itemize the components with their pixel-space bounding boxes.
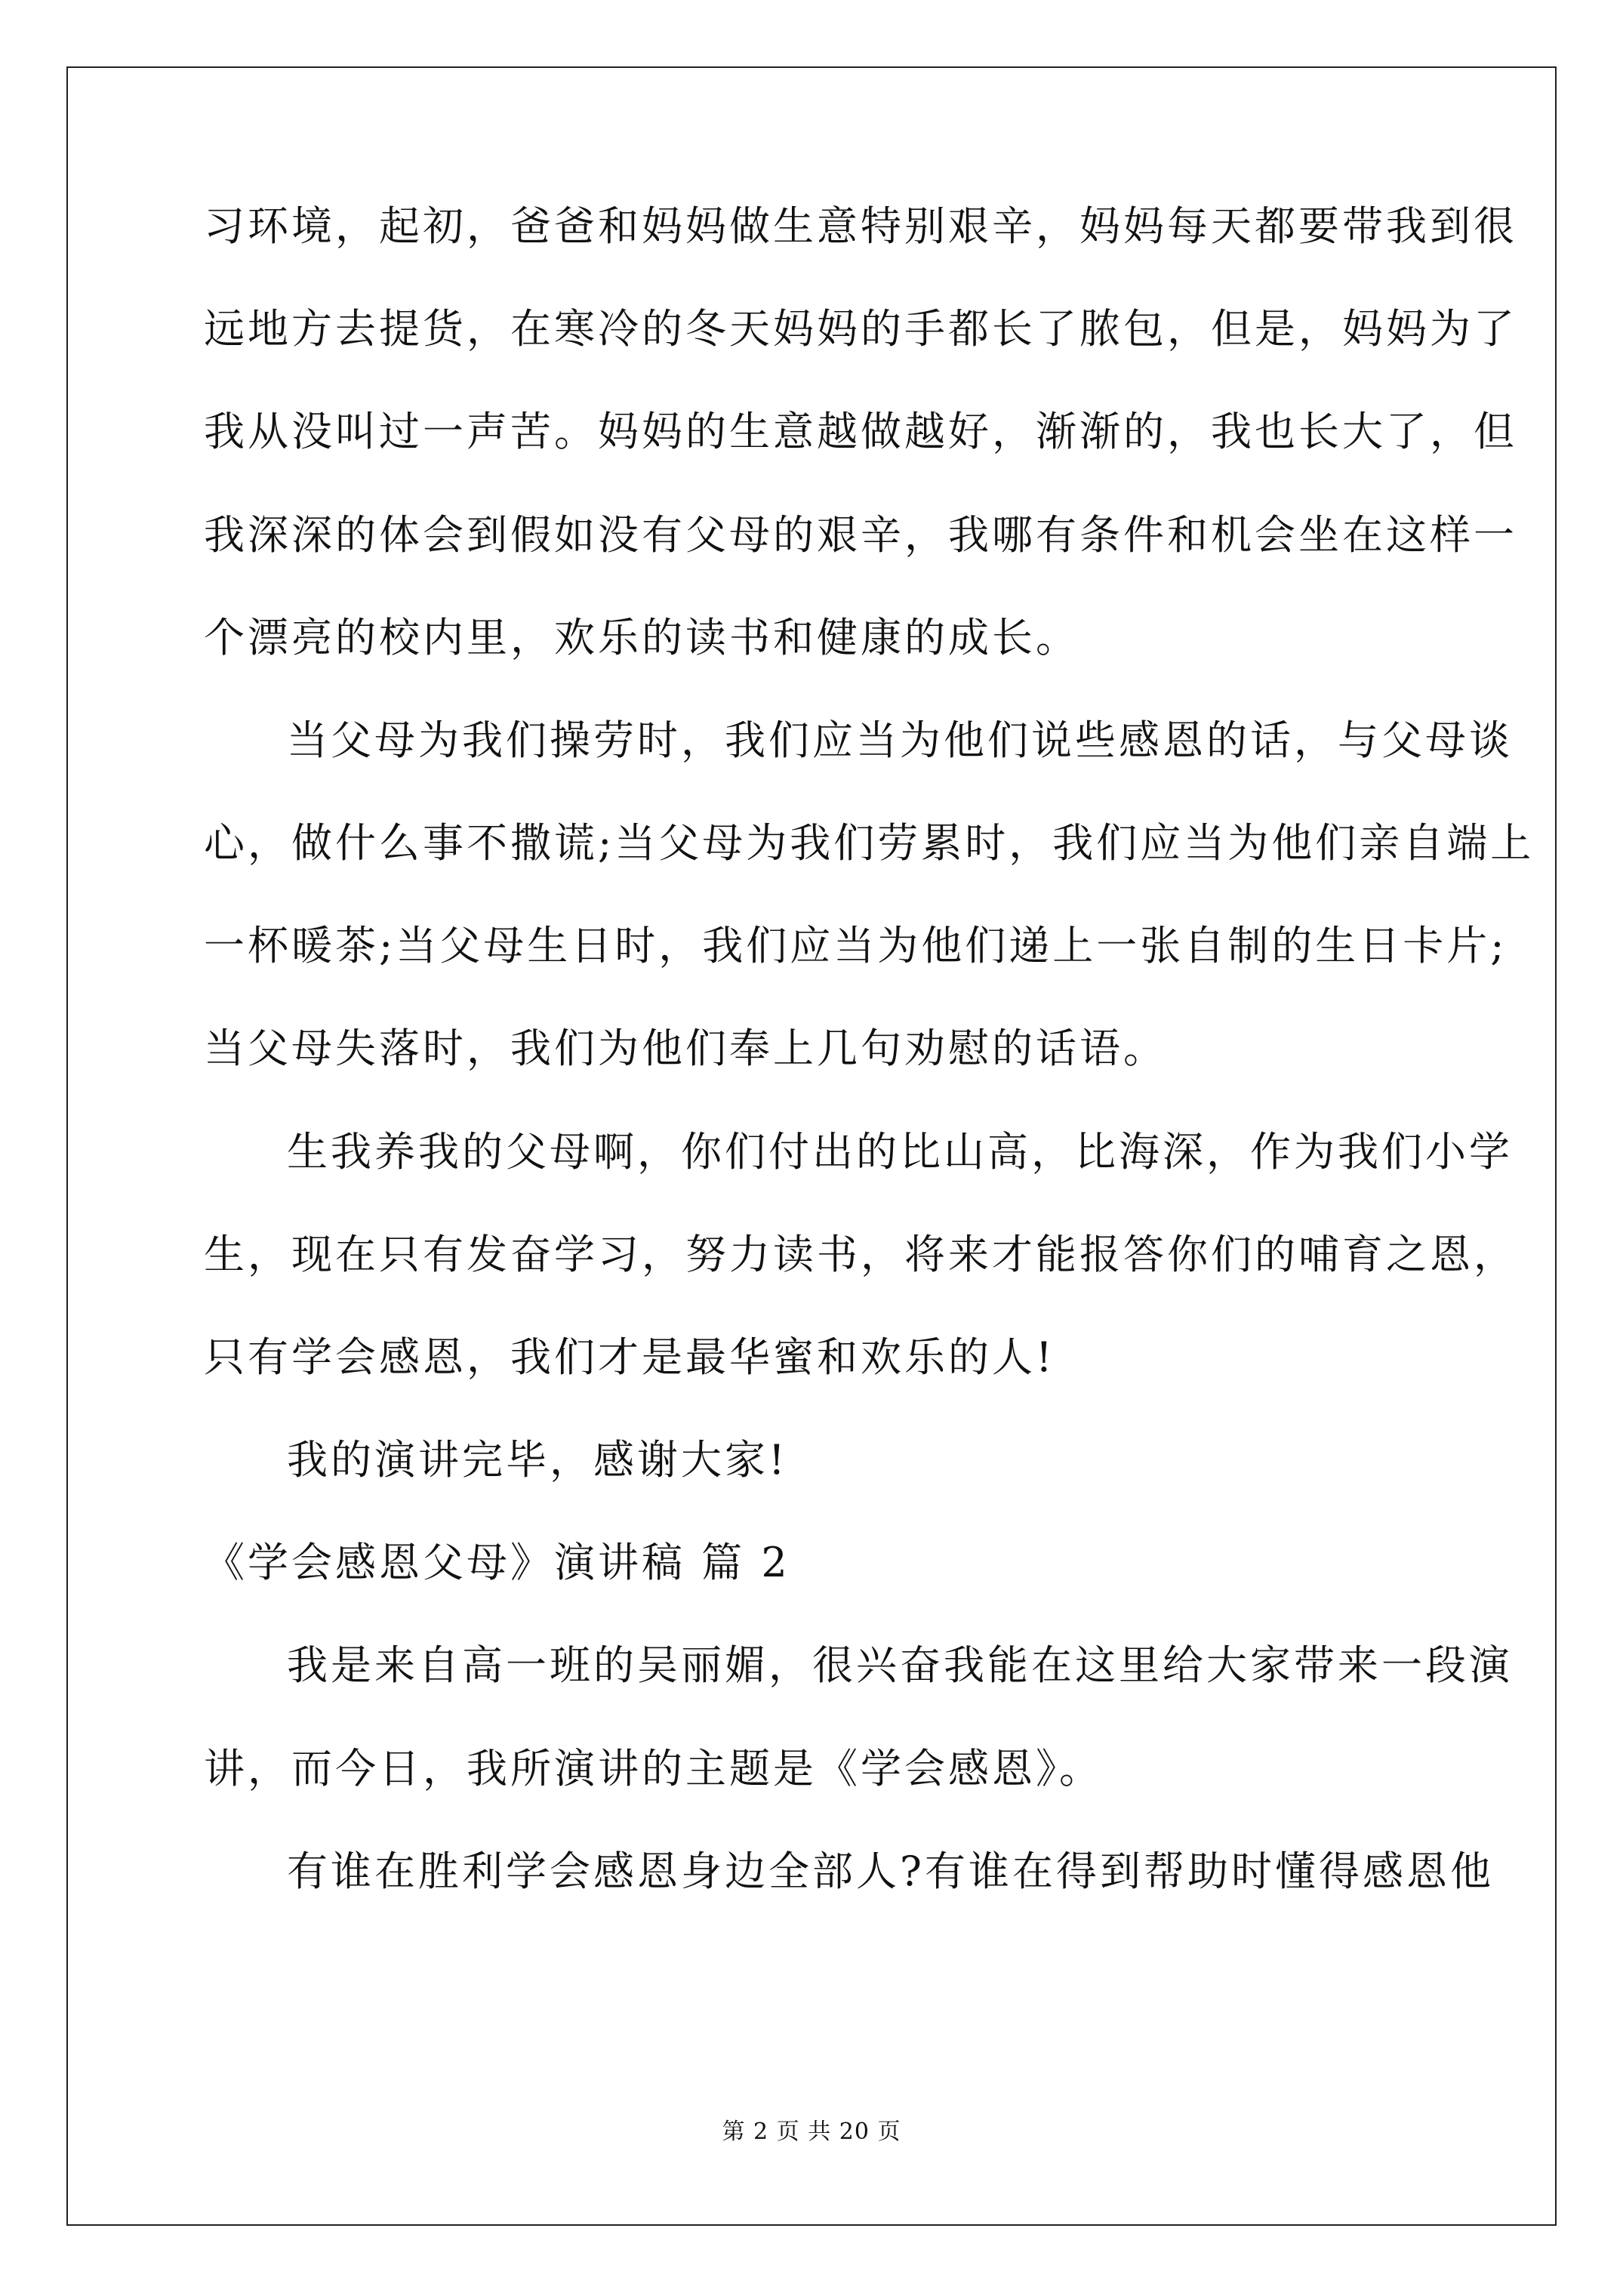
text-line: 只有学会感恩，我们才是最华蜜和欢乐的人!	[204, 1333, 1055, 1381]
text-line: 生，现在只有发奋学习，努力读书，将来才能报答你们的哺育之恩，	[204, 1231, 1517, 1278]
text-line: 个漂亮的校内里，欢乐的读书和健康的成长。	[204, 614, 1079, 661]
page-number-footer: 第 2 页 共 20 页	[722, 2119, 901, 2145]
paragraph-start-line: 生我养我的父母啊，你们付出的比山高，比海深，作为我们小学	[287, 1128, 1513, 1176]
paragraph-start-line: 我的演讲完毕，感谢大家!	[287, 1436, 788, 1484]
paragraph-start-line: 当父母为我们操劳时，我们应当为他们说些感恩的话，与父母谈	[287, 717, 1513, 764]
text-line: 远地方去提货，在寒冷的冬天妈妈的手都长了脓包，但是，妈妈为了	[204, 305, 1517, 353]
text-line: 一杯暖茶;当父母生日时，我们应当为他们递上一张自制的生日卡片;	[204, 922, 1508, 969]
text-line: 当父母失落时，我们为他们奉上几句劝慰的话语。	[204, 1025, 1167, 1072]
paragraph-start-line: 我是来自高一班的吴丽媚，很兴奋我能在这里给大家带来一段演	[287, 1641, 1513, 1689]
text-line: 讲，而今日，我所演讲的主题是《学会感恩》。	[204, 1745, 1103, 1792]
text-line: 习环境，起初，爸爸和妈妈做生意特别艰辛，妈妈每天都要带我到很	[204, 202, 1517, 250]
section-heading: 《学会感恩父母》演讲稿 篇 2	[204, 1539, 790, 1586]
text-line: 我深深的体会到假如没有父母的艰辛，我哪有条件和机会坐在这样一	[204, 511, 1517, 559]
text-line: 心，做什么事不撒谎;当父母为我们劳累时，我们应当为他们亲自端上	[204, 819, 1535, 867]
paragraph-start-line: 有谁在胜利学会感恩身边全部人?有谁在得到帮助时懂得感恩他	[287, 1848, 1494, 1895]
text-line: 我从没叫过一声苦。妈妈的生意越做越好，渐渐的，我也长大了，但	[204, 408, 1517, 455]
